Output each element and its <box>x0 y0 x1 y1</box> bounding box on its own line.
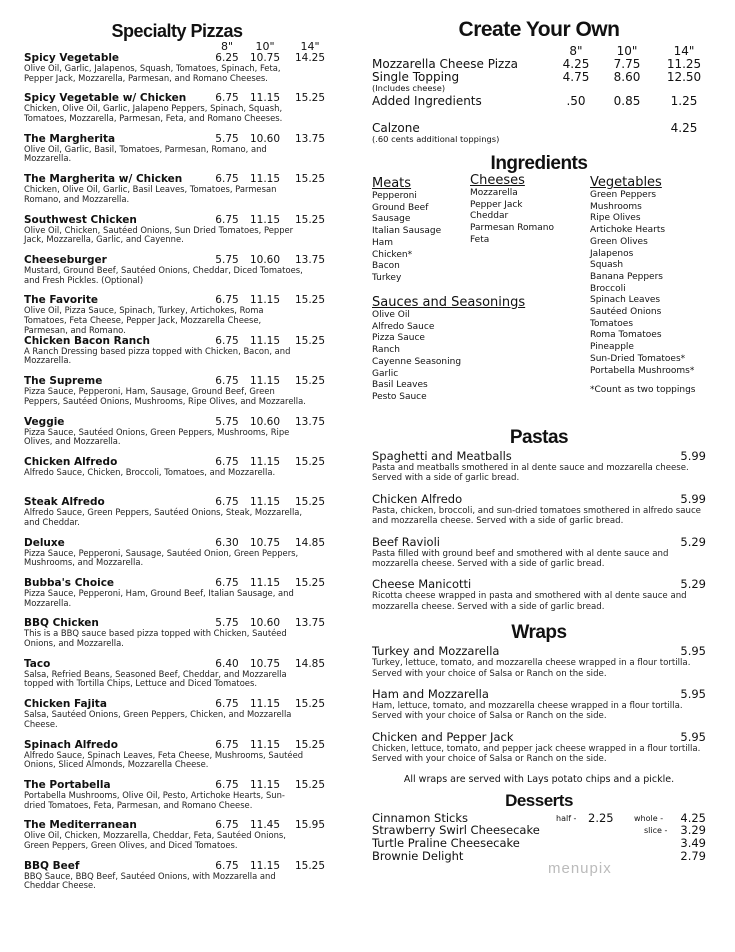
pizza-name: Veggie <box>24 415 65 428</box>
meats-item: Ham <box>372 237 394 248</box>
wraps-item <box>372 645 706 679</box>
pizza-name: Chicken Alfredo <box>24 455 118 468</box>
price-14: 15.25 <box>294 738 326 751</box>
meats-heading: Meats <box>372 176 412 191</box>
half-price: 2.25 <box>588 810 614 825</box>
price-10: 10.60 <box>249 253 281 266</box>
item-description: Pasta, chicken, broccoli, and sun-dried tomatoes smothered in alfredo sauce and mozzarella cheese. Served with a side of garlic bread. <box>372 505 701 527</box>
specialty-pizzas-title: Specialty Pizzas <box>111 21 243 41</box>
pizza-item <box>24 820 330 860</box>
price-14: 15.25 <box>294 455 326 468</box>
price-14: 15.25 <box>294 375 326 388</box>
vegetables-item: Jalapenos <box>590 248 634 259</box>
portion-label: whole - <box>634 813 664 823</box>
pizza-name: BBQ Beef <box>24 859 80 872</box>
meats-group <box>372 176 441 285</box>
pizza-item <box>24 578 330 618</box>
sauces-item: Alfredo Sauce <box>372 321 435 332</box>
price-10: 0.85 <box>613 94 641 108</box>
price-14: 14.85 <box>294 536 326 549</box>
item-price: 5.95 <box>680 729 706 744</box>
price-10: 11.15 <box>249 173 281 186</box>
pizza-item <box>24 134 330 174</box>
price-10: 11.15 <box>249 496 281 509</box>
pizza-name: Southwest Chicken <box>24 213 137 226</box>
pizza-description: Pizza Sauce, Pepperoni, Sausage, Sautéed Onion, Green Peppers, Mushrooms, and Mozzarella. <box>24 547 299 568</box>
create-size-header <box>372 44 706 58</box>
item-name: Single Topping <box>372 70 460 84</box>
pizza-description: Alfredo Sauce, Green Peppers, Sautéed Onions, Steak, Mozzarella, and Cheddar. <box>24 507 303 527</box>
single-topping <box>372 71 706 95</box>
dessert-price: 4.25 <box>680 810 706 825</box>
dessert-name: Strawberry Swirl Cheesecake <box>372 823 540 838</box>
pizza-description: Olive Oil, Garlic, Basil, Tomatoes, Parmesan, Romano, and Mozzarella. <box>24 143 267 164</box>
price-10: 11.15 <box>249 779 281 792</box>
dessert-item <box>372 850 706 863</box>
item-name: Cheese Manicotti <box>372 577 472 592</box>
vegetables-item: Green Olives <box>590 236 648 247</box>
dessert-list <box>372 812 706 863</box>
calzone <box>372 122 706 152</box>
vegetables-item: Tomatoes <box>590 318 634 329</box>
pizza-name: Chicken Fajita <box>24 698 107 711</box>
item-description: Pasta and meatballs smothered in al dente sauce and mozzarella cheese. Served with a side of garlic bread. <box>372 463 689 484</box>
item-name: Chicken and Pepper Jack <box>372 729 514 744</box>
price-14: 15.25 <box>294 496 326 509</box>
pizza-name: The Supreme <box>24 375 103 388</box>
price-8: 6.75 <box>215 779 239 792</box>
meats-item: Sausage <box>372 214 411 225</box>
item-name: Turkey and Mozzarella <box>372 644 500 659</box>
pizza-item <box>24 93 330 133</box>
pizza-name: Chicken Bacon Ranch <box>24 334 150 347</box>
dessert-price: 3.29 <box>680 823 706 838</box>
pizza-name: Spicy Vegetable <box>24 52 120 64</box>
price-14: 15.95 <box>294 819 326 832</box>
price-8: 5.75 <box>215 415 239 428</box>
pizza-description: This is a BBQ sauce based pizza topped with Chicken, Sautéed Onions, and Mozzarella. <box>24 628 287 649</box>
price-8: .50 <box>566 94 586 108</box>
pizza-description: Pizza Sauce, Sautéed Onions, Green Peppers, Mushrooms, Ripe Olives, and Mozzarella. <box>24 426 290 447</box>
price-14: 14.25 <box>294 52 326 64</box>
pizza-item <box>24 417 330 457</box>
price-8: 4.75 <box>562 70 590 84</box>
wraps-title: Wraps <box>511 622 567 644</box>
pizza-name: Spinach Alfredo <box>24 738 118 751</box>
pizza-description: Mustard, Ground Beef, Sautéed Onions, Cheddar, Diced Tomatoes, and Fresh Pickles. (Optional) <box>24 264 303 285</box>
meats-item: Pepperoni <box>372 191 417 201</box>
desserts-title: Desserts <box>505 790 573 810</box>
pastas-item <box>372 493 706 527</box>
price-10: 11.15 <box>249 859 281 872</box>
pizza-description: Alfredo Sauce, Spinach Leaves, Feta Cheese, Mushrooms, Sautéed Onions, Sliced Almonds, Mozzarella Cheese. <box>24 749 304 770</box>
cheeses-item: Cheddar <box>470 211 509 222</box>
item-price: 5.99 <box>680 491 706 506</box>
price-10: 10.75 <box>249 536 281 549</box>
sauces-item: Pesto Sauce <box>372 391 427 402</box>
pizza-name: The Margherita <box>24 132 116 145</box>
price: 4.25 <box>670 121 698 135</box>
price-10: 11.15 <box>249 375 281 388</box>
pizza-description: Olive Oil, Garlic, Jalapenos, Squash, Tomatoes, Spinach, Feta, Pepper Jack, Mozzarella, Parmesan, and Romano Cheeses. <box>24 63 281 83</box>
pizza-description: Salsa, Refried Beans, Seasoned Beef, Cheddar, and Mozzarella topped with Tortilla Chips, Lettuce and Diced Tomatoes. <box>24 668 287 689</box>
price-10: 8.60 <box>613 70 641 84</box>
size-8: 8" <box>569 44 583 58</box>
two-toppings-note: *Count as two toppings <box>590 385 696 396</box>
price-14: 15.25 <box>294 173 326 186</box>
price-10: 11.15 <box>249 738 281 751</box>
price-10: 11.15 <box>249 294 281 307</box>
pizza-description: Pizza Sauce, Pepperoni, Ham, Sausage, Ground Beef, Green Peppers, Sautéed Onions, Mushrooms, Ripe Olives, and Mozzarella. <box>24 386 306 406</box>
price-8: 6.75 <box>215 738 239 751</box>
wrap-list <box>372 645 706 764</box>
meats-item: Italian Sausage <box>372 226 442 237</box>
price-8: 6.75 <box>215 577 239 590</box>
price-8: 6.75 <box>215 859 239 872</box>
price-10: 10.75 <box>249 657 281 670</box>
sauces-item: Ranch <box>372 345 400 356</box>
pizza-list <box>24 53 330 901</box>
vegetables-item: Broccoli <box>590 283 626 294</box>
price-10: 11.15 <box>249 213 281 226</box>
item-price: 5.95 <box>680 644 706 659</box>
cheeses-item: Pepper Jack <box>470 199 523 210</box>
pastas-item <box>372 536 706 570</box>
price-10: 10.60 <box>249 132 281 145</box>
price-8: 6.75 <box>215 334 239 347</box>
item-description: Pasta filled with ground beef and smothered with al dente sauce and mozzarella cheese. Served with a side of garlic bread. <box>372 548 669 570</box>
pizza-name: The Mediterranean <box>24 819 137 832</box>
vegetables-item: Artichoke Hearts <box>590 225 666 236</box>
size-10: 10" <box>616 44 638 58</box>
pizza-item <box>24 497 330 537</box>
pizza-item <box>24 376 330 416</box>
price-8: 6.75 <box>215 496 239 509</box>
item-subtext: (Includes cheese) <box>372 83 446 93</box>
price-14: 13.75 <box>294 253 326 266</box>
vegetables-item: Green Peppers <box>590 190 657 200</box>
vegetables-item: Roma Tomatoes <box>590 330 662 341</box>
price-8: 6.75 <box>215 819 239 832</box>
item-name: Spaghetti and Meatballs <box>372 449 512 463</box>
price-14: 13.75 <box>294 617 326 630</box>
item-name: Beef Ravioli <box>372 534 440 549</box>
meats-item: Ground Beef <box>372 202 429 213</box>
price-14: 13.75 <box>294 132 326 145</box>
ingredients-title: Ingredients <box>490 153 588 174</box>
vegetables-group <box>590 175 695 397</box>
vegetables-item: Banana Peppers <box>590 271 663 282</box>
cheeses-heading: Cheeses <box>470 173 525 188</box>
item-name: Calzone <box>372 121 420 135</box>
price-10: 10.60 <box>249 617 281 630</box>
price-10: 11.15 <box>249 334 281 347</box>
dessert-price: 2.79 <box>680 849 706 864</box>
price-14: 15.25 <box>294 577 326 590</box>
vegetables-item: Ripe Olives <box>590 213 641 224</box>
pizza-name: The Portabella <box>24 779 111 792</box>
meats-item: Chicken* <box>372 249 413 260</box>
price-10: 10.60 <box>249 415 281 428</box>
pizza-item <box>24 295 330 335</box>
price-8: 6.75 <box>215 375 239 388</box>
dessert-name: Cinnamon Sticks <box>372 810 469 825</box>
pizza-name: BBQ Chicken <box>24 617 99 630</box>
pizza-name: Bubba's Choice <box>24 577 115 590</box>
vegetables-item: Pineapple <box>590 342 634 353</box>
size-10: 10" <box>255 40 275 53</box>
item-description: Ricotta cheese wrapped in pasta and smothered with al dente sauce and mozzarella cheese. Served with a side of garlic bread. <box>372 591 687 612</box>
cheeses-group <box>470 173 554 247</box>
price-10: 11.15 <box>249 455 281 468</box>
price-14: 15.25 <box>294 698 326 711</box>
pizza-item <box>24 336 330 376</box>
cheeses-item: Feta <box>470 234 490 245</box>
pizza-name: The Favorite <box>24 294 99 307</box>
wraps-item <box>372 731 706 765</box>
pizza-item <box>24 538 330 578</box>
pizza-description: Pizza Sauce, Pepperoni, Ham, Ground Beef, Italian Sausage, and Mozzarella. <box>24 588 294 608</box>
half-label: half - <box>556 813 577 823</box>
pizza-name: Steak Alfredo <box>24 496 105 509</box>
pizza-description: Salsa, Sautéed Onions, Green Peppers, Chicken, and Mozzarella Cheese. <box>24 709 292 729</box>
sauces-group <box>372 295 525 404</box>
wraps-note: All wraps are served with Lays potato chips and a pickle. <box>403 773 675 785</box>
item-name: Chicken Alfredo <box>372 491 463 506</box>
pizza-description: Chicken, Olive Oil, Garlic, Jalapeno Peppers, Spinach, Squash, Tomatoes, Mozzarella, Parmesan, Feta, and Romano Cheeses. <box>24 103 283 123</box>
price-8: 6.75 <box>215 92 239 105</box>
price-8: 6.75 <box>215 173 239 186</box>
item-name: Ham and Mozzarella <box>372 687 489 702</box>
pizza-description: Olive Oil, Chicken, Mozzarella, Cheddar, Feta, Sautéed Onions, Green Peppers, Green Olives, and Diced Tomatoes. <box>24 830 286 851</box>
item-subtext: (.60 cents additional toppings) <box>372 134 500 144</box>
pizza-item <box>24 457 330 497</box>
price-8: 6.40 <box>215 657 239 670</box>
pizza-description: BBQ Sauce, BBQ Beef, Sautéed Onions, with Mozzarella and Cheddar Cheese. <box>24 870 276 891</box>
price-8: 6.75 <box>215 213 239 226</box>
price-8: 6.75 <box>215 294 239 307</box>
watermark: menupix <box>548 860 612 877</box>
wraps-item <box>372 688 706 722</box>
meats-item: Turkey <box>372 272 402 283</box>
sauces-heading: Sauces and Seasonings <box>372 295 526 310</box>
item-price: 5.99 <box>680 449 706 463</box>
cheeses-item: Parmesan Romano <box>470 223 555 234</box>
price-14: 15.25 <box>294 334 326 347</box>
pizza-item <box>24 53 330 93</box>
item-name: Added Ingredients <box>372 94 482 108</box>
item-description: Chicken, lettuce, tomato, and pepper jack cheese wrapped in a flour tortilla. Served with your choice of Salsa or Ranch on the side. <box>372 743 701 765</box>
vegetables-item: Portabella Mushrooms* <box>590 365 695 376</box>
pizza-name: Deluxe <box>24 536 65 549</box>
price-14: 15.25 <box>294 213 326 226</box>
pizza-description: Chicken, Olive Oil, Garlic, Basil Leaves, Tomatoes, Parmesan Romano, and Mozzarella. <box>24 184 277 204</box>
pasta-list <box>372 450 706 612</box>
pizza-item <box>24 861 330 901</box>
pizza-item <box>24 699 330 739</box>
pizza-name: The Margherita w/ Chicken <box>24 173 183 186</box>
vegetables-item: Squash <box>590 260 624 271</box>
pizza-item <box>24 618 330 658</box>
price-14: 13.75 <box>294 415 326 428</box>
pastas-item <box>372 450 706 484</box>
item-price: 5.29 <box>680 577 706 592</box>
item-description: Ham, lettuce, tomato, and mozzarella cheese wrapped in a flour tortilla. Served with your choice of Salsa or Ranch on the side. <box>372 701 683 722</box>
price-14: 1.25 <box>670 94 698 108</box>
specialty-pizzas-column <box>24 0 330 901</box>
vegetables-item: Mushrooms <box>590 201 642 212</box>
vegetables-item: Sautéed Onions <box>590 307 662 318</box>
pizza-description: Alfredo Sauce, Chicken, Broccoli, Tomatoes, and Mozzarella. <box>24 466 276 477</box>
vegetables-item: Spinach Leaves <box>590 295 661 306</box>
size-14: 14" <box>300 40 320 53</box>
pizza-item <box>24 174 330 214</box>
price-10: 7.75 <box>613 57 641 71</box>
price-8: 5.75 <box>215 253 239 266</box>
price-14: 14.85 <box>294 657 326 670</box>
dessert-price: 3.49 <box>680 836 706 851</box>
pizza-item <box>24 215 330 255</box>
pizza-item <box>24 255 330 295</box>
pizza-description: A Ranch Dressing based pizza topped with Chicken, Bacon, and Mozzarella. <box>24 345 291 366</box>
pizza-name: Spicy Vegetable w/ Chicken <box>24 92 187 105</box>
size-14: 14" <box>673 44 695 58</box>
sauces-item: Pizza Sauce <box>372 333 425 344</box>
price-8: 5.75 <box>215 617 239 630</box>
price-10: 11.15 <box>249 698 281 711</box>
size-8: 8" <box>220 40 234 53</box>
added-ingredients <box>372 95 706 122</box>
price-8: 5.75 <box>215 132 239 145</box>
item-description: Turkey, lettuce, tomato, and mozzarella cheese wrapped in a flour tortilla. Served with your choice of Salsa or Ranch on the side. <box>372 658 691 679</box>
item-price: 5.29 <box>680 534 706 549</box>
pizza-name: Cheeseburger <box>24 253 107 266</box>
pizza-item <box>24 780 330 820</box>
pizza-description: Olive Oil, Pizza Sauce, Spinach, Turkey, Artichokes, Roma Tomatoes, Feta Cheese, Pepper Jack, Mozzarella Cheese, Parmesan, and Romano. <box>24 305 264 335</box>
dessert-name: Brownie Delight <box>372 849 464 864</box>
sauces-item: Olive Oil <box>372 310 410 320</box>
price-14: 15.25 <box>294 92 326 105</box>
meats-item: Bacon <box>372 261 400 272</box>
price-14: 15.25 <box>294 859 326 872</box>
price-14: 12.50 <box>666 70 702 84</box>
price-10: 10.75 <box>249 52 281 64</box>
ingredients-section <box>372 173 706 426</box>
cheeses-item: Mozzarella <box>470 188 518 198</box>
item-price: 5.95 <box>680 687 706 702</box>
vegetables-item: Sun-Dried Tomatoes* <box>590 353 686 364</box>
price-10: 11.15 <box>249 92 281 105</box>
pizza-name: Taco <box>24 657 51 670</box>
price-14: 15.25 <box>294 294 326 307</box>
dessert-name: Turtle Praline Cheesecake <box>372 836 520 851</box>
pastas-title: Pastas <box>509 427 569 448</box>
pizza-item <box>24 659 330 699</box>
price-8: 4.25 <box>562 57 590 71</box>
sauces-item: Basil Leaves <box>372 380 428 391</box>
sauces-item: Garlic <box>372 368 399 379</box>
price-8: 6.75 <box>215 455 239 468</box>
price-10: 11.15 <box>249 577 281 590</box>
pizza-description: Portabella Mushrooms, Olive Oil, Pesto, Artichoke Hearts, Sun-dried Tomatoes, Feta, Parmesan, and Romano Cheese. <box>24 790 285 810</box>
sauces-item: Cayenne Seasoning <box>372 356 462 367</box>
price-14: 15.25 <box>294 779 326 792</box>
price-14: 11.25 <box>666 57 702 71</box>
create-your-own-title: Create Your Own <box>458 18 620 41</box>
pastas-item <box>372 578 706 612</box>
price-8: 6.75 <box>215 698 239 711</box>
pizza-item <box>24 740 330 780</box>
vegetables-heading: Vegetables <box>590 175 662 190</box>
right-column <box>372 0 706 863</box>
pizza-description: Olive Oil, Chicken, Sautéed Onions, Sun Dried Tomatoes, Pepper Jack, Mozzarella, Garlic, and Cayenne. <box>24 224 294 245</box>
portion-label: slice - <box>644 826 668 836</box>
price-8: 6.30 <box>215 536 239 549</box>
item-name: Mozzarella Cheese Pizza <box>372 57 518 71</box>
price-8: 6.25 <box>215 52 239 64</box>
price-10: 11.45 <box>249 819 281 832</box>
